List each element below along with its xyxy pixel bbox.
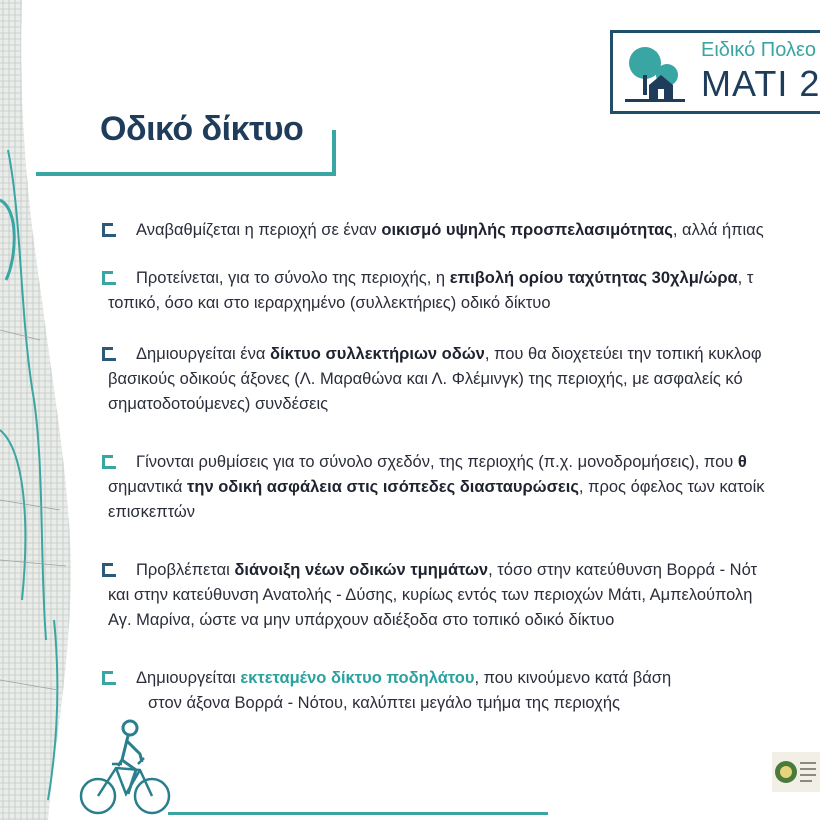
bullet-text: , που θα διοχετεύει την τοπική κυκλοφ: [484, 345, 762, 363]
bullet-item: [102, 218, 820, 243]
bullet-line: [102, 266, 820, 291]
bullet-text: Αναβαθμίζεται η περιοχή σε έναν: [136, 221, 382, 239]
bullet-line: [102, 450, 820, 475]
map-illustration: [0, 0, 90, 820]
bullet-text: Δημιουργείται ένα: [136, 345, 271, 363]
bullet-emphasis: διάνοιξη νέων οδικών τμημάτων: [234, 561, 489, 579]
bullet-item: [102, 342, 820, 417]
bullet-marker-icon: [102, 671, 116, 685]
bullet-marker-icon: [102, 347, 116, 361]
bullet-item: [102, 666, 820, 716]
title-underline-end: [332, 130, 336, 176]
project-logo: [610, 30, 820, 114]
bullet-text: βασικούς οδικούς άξονες (Λ. Μαραθώνα και Λ. Φλέμινγκ) της περιοχής, με ασφαλείς κό: [108, 370, 743, 388]
bullet-text: επισκεπτών: [108, 503, 195, 521]
bullet-line: [102, 218, 820, 243]
logo-subtitle: Ειδικό Πολεο: [701, 39, 817, 61]
bullet-line: [102, 691, 820, 716]
ministry-seal-icon: [772, 752, 820, 792]
bullet-text: Προτείνεται, για το σύνολο της περιοχής, η: [136, 269, 450, 287]
bullet-text: Προβλέπεται: [136, 561, 235, 579]
bullet-text: , τ: [737, 269, 754, 287]
bullet-emphasis: την οδική ασφάλεια στις ισόπεδες διασταυρώσεις: [187, 478, 579, 496]
bullet-emphasis: επιβολή ορίου ταχύτητας 30χλμ/ώρα: [449, 269, 738, 287]
bullet-marker-icon: [102, 271, 116, 285]
bullet-marker-icon: [102, 223, 116, 237]
bullet-text: σημαντικά: [108, 478, 188, 496]
bullet-text: τοπικό, όσο και στο ιεραρχημένο (συλλεκτήριες) οδικό δίκτυο: [108, 294, 551, 312]
bullet-line: [102, 367, 820, 392]
bullet-line: [102, 392, 820, 417]
bullet-line: [102, 583, 820, 608]
bullet-emphasis: θ: [737, 453, 747, 471]
bullet-text: , τόσο στην κατεύθυνση Βορρά - Νότ: [488, 561, 758, 579]
bullet-line: [102, 500, 820, 525]
bullet-item: [102, 558, 820, 633]
bullet-emphasis: δίκτυο συλλεκτήριων οδών: [270, 345, 485, 363]
footer-divider: [168, 812, 548, 815]
houses-trees-icon: [621, 41, 691, 105]
logo-title: ΜΑΤΙ 2: [701, 63, 820, 104]
bullet-text: , αλλά ήπιας: [672, 221, 764, 239]
bullet-item: [102, 266, 820, 316]
bullet-line: [102, 342, 820, 367]
bullet-marker-icon: [102, 563, 116, 577]
bullet-line: [102, 291, 820, 316]
cyclist-icon: [78, 718, 174, 818]
bullet-item: [102, 450, 820, 525]
bullet-text: Γίνονται ρυθμίσεις για το σύνολο σχεδόν, της περιοχής (π.χ. μονοδρομήσεις), που: [136, 453, 738, 471]
bullet-emphasis: εκτεταμένο δίκτυο ποδηλάτου: [240, 669, 475, 687]
bullet-text: Δημιουργείται: [136, 669, 241, 687]
bullet-emphasis: οικισμό υψηλής προσπελασιμότητας: [381, 221, 673, 239]
bullet-text: , που κινούμενο κατά βάση: [474, 669, 672, 687]
bullet-line: [102, 666, 820, 691]
page-title: Οδικό δίκτυο: [100, 110, 304, 148]
bullet-text: και στην κατεύθυνση Ανατολής - Δύσης, κυρίως εντός των περιοχών Μάτι, Αμπελούπολη: [108, 586, 753, 604]
bullet-line: [102, 608, 820, 633]
bullet-text: στον άξονα Βορρά - Νότου, καλύπτει μεγάλο τμήμα της περιοχής: [148, 694, 620, 712]
bullet-line: [102, 558, 820, 583]
bullet-marker-icon: [102, 455, 116, 469]
bullet-text: , προς όφελος των κατοίκ: [578, 478, 765, 496]
bullet-text: σηματοδοτούμενες) συνδέσεις: [108, 395, 329, 413]
bullet-line: [102, 475, 820, 500]
title-underline: [36, 172, 336, 176]
bullet-text: Αγ. Μαρίνα, ώστε να μην υπάρχουν αδιέξοδα στο τοπικό οδικό δίκτυο: [108, 611, 615, 629]
